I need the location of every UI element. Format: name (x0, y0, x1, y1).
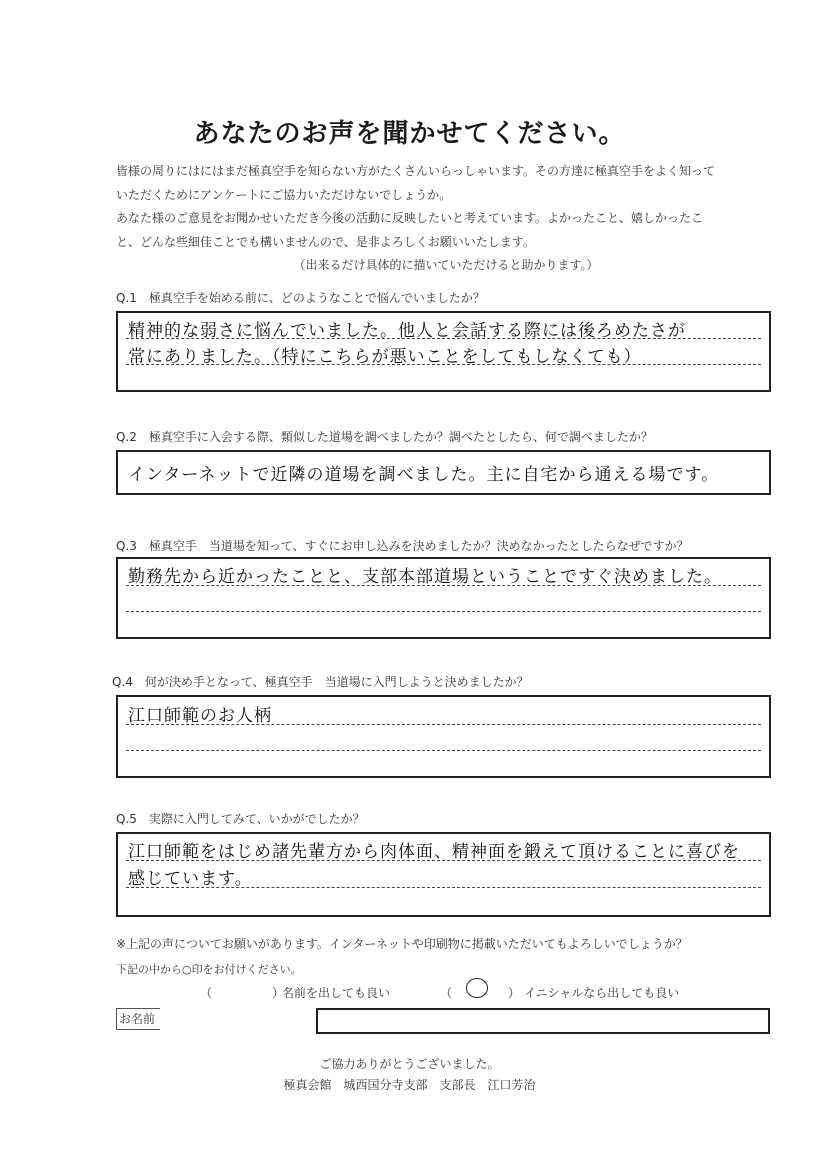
answer-4-box[interactable] (116, 695, 771, 778)
instruction-text: 下記の中から○印をお付けください。 (116, 963, 302, 976)
option-initial-paren-open[interactable]: （ (440, 986, 453, 1000)
name-label: お名前 (116, 1008, 160, 1030)
intro-line: 皆様の周りにはにはまだ極真空手を知らない方がたくさんいらっしゃいます。その方達に極真空手をよく知って (116, 164, 716, 178)
selected-circle-mark (466, 978, 488, 998)
organization-text: 極真会館 城西国分寺支部 支部長 江口芳治 (283, 1078, 536, 1092)
option-initial-label: イニシャルなら出しても良い (524, 986, 680, 1000)
question-3-label: Q.3 極真空手 当道場を知って、すぐにお申し込みを決めましたか？決めなかったとしたらなぜですか？ (116, 539, 689, 553)
publish-notice: ※上記の声についてお願いがあります。インターネットや印刷物に掲載いただいてもよろしいでしょうか？ (116, 937, 688, 951)
intro-text (116, 160, 776, 278)
option-initial-paren-close[interactable]: ） (508, 986, 521, 1000)
intro-line: と、どんな些細佳ことでも構いませんので、是非よろしくお願いいたします。 (116, 234, 535, 249)
answer-3-box[interactable] (116, 557, 771, 639)
thanks-text: ご協力ありがとうございました。 (319, 1057, 500, 1071)
option-name-label: 名前を出しても良い (282, 986, 391, 1000)
question-1-label: Q.1 極真空手を始める前に、どのようなことで悩んでいましたか？ (116, 291, 485, 305)
answer-5-box[interactable] (116, 832, 771, 917)
question-2-label: Q.2 極真空手に入会する際、類似した道場を調べましたか？調べたとしたら、何で調べましたか？ (116, 430, 653, 444)
answer-5-text: 江口師範をはじめ諸先輩方から肉体面、精神面を鍛えて頂けることに喜びを (128, 842, 740, 862)
answer-3-text: 勤務先から近かったことと、支部本部道場ということですぐ決めました。 (128, 567, 722, 587)
page-title: あなたのお声を聞かせてください。 (193, 119, 626, 149)
answer-2-box[interactable] (116, 450, 771, 495)
answer-1-text: 常にありました。（特にこちらが悪いことをしてもしなくても） (128, 347, 642, 367)
option-name-paren[interactable]: （ ） (200, 986, 285, 1000)
answer-line (126, 611, 761, 612)
intro-note: （出来るだけ具体的に描いていただけると助かります。） (293, 258, 599, 272)
name-field[interactable] (316, 1008, 770, 1034)
answer-1-box[interactable] (116, 311, 771, 392)
answer-2-text: インターネットで近隣の道場を調べました。主に自宅から通える場です。 (128, 465, 720, 485)
intro-line: あなた様のご意見をお聞かせいただき今後の活動に反映したいと考えています。よかったこと、嬉しかったこ (116, 211, 704, 225)
answer-1-text: 精神的な弱さに悩んでいました。他人と会話する際には後ろめたさが (128, 321, 686, 341)
answer-4-text: 江口師範のお人柄 (128, 706, 272, 726)
question-5-label: Q.5 実際に入門してみて、いかがでしたか？ (116, 812, 365, 826)
intro-line: いただくためにアンケートにご協力いただけないでしょうか。 (116, 187, 452, 202)
answer-line (126, 750, 761, 751)
answer-5-text: 感じています。 (128, 869, 253, 889)
question-4-label: Q.4 何が決め手となって、極真空手 当道場に入門しようと決めましたか？ (112, 675, 529, 689)
